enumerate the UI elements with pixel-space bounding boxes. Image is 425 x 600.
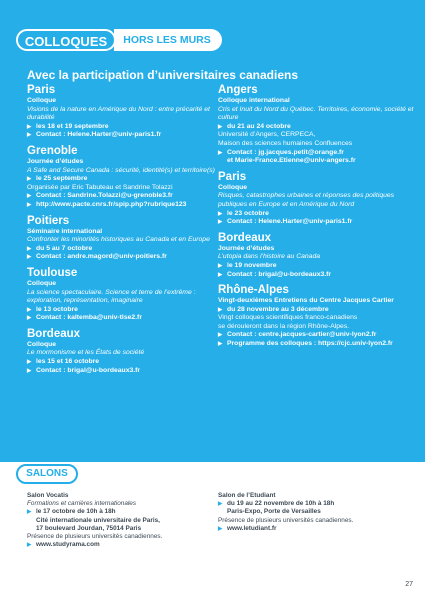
contact-link[interactable]: ▶ www.studyrama.com [27, 541, 207, 549]
info-line: ▶ le 13 octobre [27, 306, 217, 315]
event-entry [27, 145, 217, 210]
contact-link[interactable]: ▶ Contact : brigal@u-bordeaux3.fr [218, 271, 418, 280]
salon-vocatis [27, 492, 207, 549]
info-line: ▶ les 15 et 16 octobre [27, 358, 217, 367]
info-line: Vingt colloques scientifiques franco-canadiens [218, 314, 358, 322]
info-line: ▶ le 19 novembre [218, 262, 418, 271]
event-entry [27, 84, 217, 140]
salon-etudiant [218, 492, 398, 533]
intro-heading: Avec la participation d’universitaires canadiens [27, 68, 298, 82]
contact-link[interactable]: ▶ www.letudiant.fr [218, 525, 398, 533]
event-city: Poitiers [27, 214, 70, 227]
info-line: 17 boulevard Jourdan, 75014 Paris [36, 524, 142, 532]
info-line: ▶ du 21 au 24 octobre [218, 123, 418, 132]
event-city: Angers [218, 84, 258, 96]
salon-title: Salon Vocatis [27, 492, 69, 499]
event-entry [218, 171, 418, 227]
contact-link[interactable]: ▶ Contact : jg.jacques.petit@orange.fr [218, 149, 418, 158]
event-entry [27, 215, 217, 262]
event-type: Colloque [27, 97, 57, 104]
event-title: Cris et Inuit du Nord du Québec. Territoires, économie, société et culture [218, 105, 414, 122]
event-type: Colloque [27, 279, 57, 287]
event-title: A Safe and Secure Canada : sécurité, identité(s) et territoire(s) [27, 166, 215, 174]
event-entry [27, 267, 217, 323]
info-line: Présence de plusieurs universités canadiennes. [27, 533, 163, 541]
event-city: Paris [218, 170, 247, 183]
event-type: Vingt-deuxièmes Entretiens du Centre Jacques Cartier [218, 297, 394, 305]
info-line: se dérouleront dans la région Rhône-Alpes. [218, 322, 350, 330]
event-type: Colloque [218, 183, 248, 191]
event-title: Risques, catastrophes urbaines et réponses des politiques publiques en Europe et en Amérique du Nord [218, 192, 395, 208]
contact-link[interactable]: ▶ Contact : Helene.Harter@univ-paris1.fr [27, 131, 217, 140]
contact-link[interactable]: et Marie-France.Etienne@univ-angers.fr [227, 157, 356, 165]
left-column [27, 84, 217, 375]
event-type: Journée d’études [218, 244, 275, 252]
info-line: Paris-Expo, Porte de Versailles [227, 508, 321, 516]
event-city: Bordeaux [218, 231, 272, 244]
contact-link[interactable]: ▶ http://www.pacte.cnrs.fr/spip.php?rubrique123 [27, 201, 217, 210]
event-title: Visions de la nature en Amérique du Nord : entre précarité et durabilité [27, 105, 210, 122]
colloques-tab: COLLOQUES [16, 29, 116, 51]
contact-link[interactable]: ▶ Contact : centre.jacques-cartier@univ-lyon2.fr [218, 331, 418, 340]
salon-desc: Formations et carrières internationales [27, 500, 137, 508]
event-entry [218, 232, 418, 279]
event-city: Rhône-Alpes [218, 284, 289, 297]
contact-link[interactable]: ▶ Contact : kaltemba@univ-tlse2.fr [27, 314, 217, 323]
info-line: Cité internationale universitaire de Paris, [36, 516, 160, 524]
salon-title: Salon de l’Etudiant [218, 492, 276, 499]
event-city: Grenoble [27, 144, 78, 157]
salons-tab: SALONS [16, 464, 78, 484]
info-line: ▶ du 5 au 7 octobre [27, 245, 217, 254]
event-title: L’utopia dans l’histoire au Canada [218, 253, 321, 261]
info-line: ▶ les 18 et 19 septembre [27, 123, 217, 132]
contact-link[interactable]: ▶ Contact : Helene.Harter@univ-paris1.fr [218, 218, 418, 227]
info-line: Organisée par Eric Tabuteau et Sandrine Tolazzi [27, 183, 173, 191]
info-line: ▶ le 25 septembre [27, 175, 217, 184]
contact-link[interactable]: ▶ Contact : andre.magord@univ-poitiers.fr [27, 253, 217, 262]
event-title: La science spectaculaire. Science et terre de l’extrême : exploration, représentation, imaginaire [27, 288, 196, 305]
event-type: Journée d’études [27, 157, 84, 165]
info-line: Université d’Angers, CERPECA, [218, 131, 316, 139]
page-number: 27 [405, 581, 413, 588]
info-line: Présence de plusieurs universités canadiennes. [218, 516, 354, 524]
event-title: Confronter les minorités historiques au Canada et en Europe [27, 236, 210, 244]
event-entry [27, 328, 217, 375]
contact-link[interactable]: ▶ Contact : Sandrine.Tolazzi@u-grenoble3.fr [27, 192, 217, 201]
event-title: Le mormonisme et les États de société [27, 349, 145, 357]
info-line: ▶ le 23 octobre [218, 210, 418, 219]
event-city: Paris [27, 84, 56, 96]
event-entry [218, 84, 418, 166]
hors-les-murs-tab: HORS LES MURS [114, 29, 222, 51]
event-type: Colloque [27, 340, 57, 348]
info-line: ▶ du 28 novembre au 3 décembre [218, 306, 418, 315]
contact-link[interactable]: ▶ Contact : brigal@u-bordeaux3.fr [27, 367, 217, 376]
event-city: Toulouse [27, 266, 78, 279]
contact-link[interactable]: ▶ Programme des colloques : https://cjc.univ-lyon2.fr [218, 340, 418, 349]
event-entry [218, 284, 418, 349]
event-type: Séminaire international [27, 227, 103, 235]
info-line: ▶ du 19 au 22 novembre de 10h à 18h [218, 500, 398, 508]
right-column [218, 84, 418, 349]
info-line: ▶ le 17 octobre de 10h à 18h [27, 508, 207, 516]
event-city: Bordeaux [27, 327, 81, 340]
event-type: Colloque international [218, 97, 290, 104]
info-line: Maison des sciences humaines Confluences [218, 139, 353, 147]
